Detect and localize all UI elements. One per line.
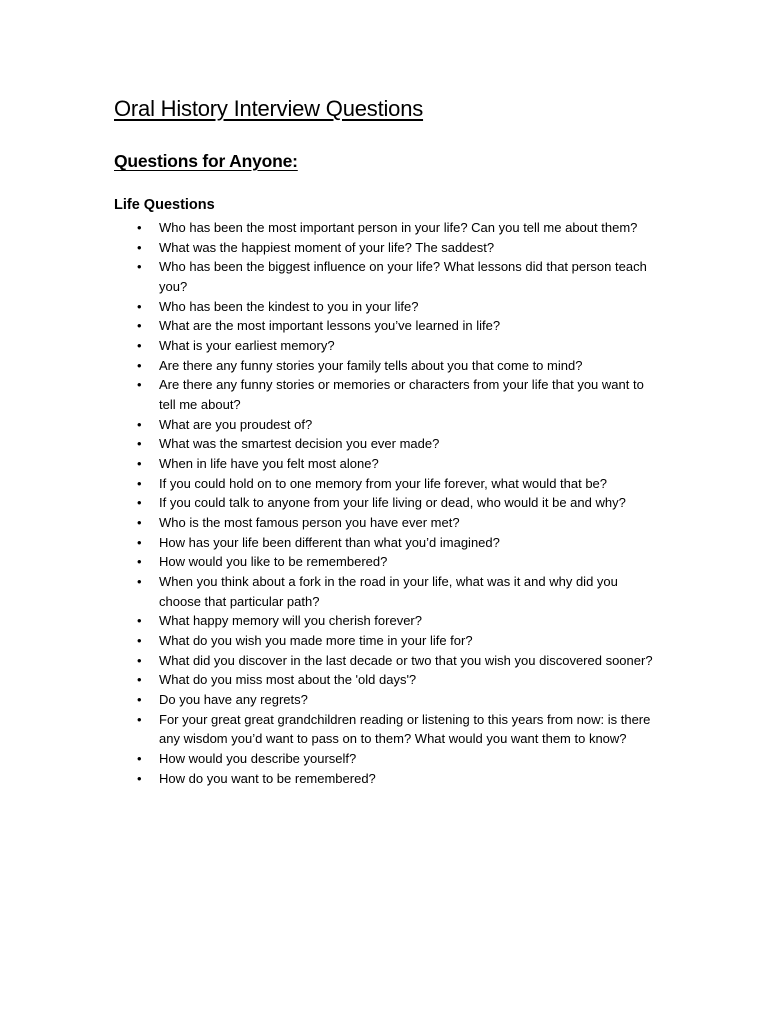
list-item [0,710,659,749]
list-item [0,749,659,769]
question-text: What is your earliest memory? [159,337,335,353]
list-item [0,769,659,789]
bullet-icon: • [137,652,142,668]
question-text: What was the smartest decision you ever made? [159,436,440,452]
question-text: Are there any funny stories or memories or characters from your life that you want to tell me about? [159,377,644,412]
bullet-icon: • [137,220,142,235]
list-item [0,238,659,258]
bullet-icon: • [137,672,142,688]
list-item [0,611,659,631]
question-text: How would you describe yourself? [159,750,357,766]
bullet-icon: • [137,691,142,707]
bullet-icon: • [137,574,142,589]
document-title: Oral History Interview Questions [114,96,424,121]
bullet-icon: • [137,770,142,786]
list-item [0,454,659,474]
list-item [0,257,659,296]
bullet-icon: • [137,357,142,373]
list-item [0,297,659,317]
bullet-icon: • [137,377,142,393]
question-text: What did you discover in the last decade or two that you wish you discovered sooner? [159,652,653,668]
bullet-icon: • [137,632,142,648]
list-item [0,533,659,553]
bullet-icon: • [137,613,142,629]
list-item [0,218,659,238]
question-text: What are the most important lessons you’ve learned in life? [159,318,501,334]
list-item [0,631,659,651]
question-text: How do you want to be remembered? [159,770,376,786]
question-text: Do you have any regrets? [159,691,308,707]
list-item [0,670,659,690]
bullet-icon: • [137,416,142,432]
section-heading: Questions for Anyone: [114,151,298,171]
question-text: For your great great grandchildren reading or listening to this years from now: is there any wisdom you’d want to pass on to them? What would you want them to know? [159,711,651,747]
list-item [0,552,659,572]
question-text: What do you miss most about the 'old days'? [159,672,417,688]
bullet-icon: • [137,514,142,530]
bullet-icon: • [137,455,142,471]
question-text: Who is the most famous person you have ever met? [159,514,460,530]
bullet-icon: • [137,475,142,491]
question-text: When you think about a fork in the road in your life, what was it and why did you choose that particular path? [159,574,618,609]
bullet-icon: • [137,495,142,511]
question-text: How has your life been different than what you’d imagined? [159,534,500,550]
question-text: What do you wish you made more time in your life for? [159,632,473,648]
bullet-icon: • [137,337,142,353]
list-item [0,513,659,533]
question-text: What was the happiest moment of your life? The saddest? [159,239,495,255]
question-text: Who has been the biggest influence on your life? What lessons did that person teach you? [159,259,647,294]
question-list [0,218,768,788]
list-item [0,474,659,494]
list-item [0,690,659,710]
list-item [0,336,659,356]
bullet-icon: • [137,436,142,452]
bullet-icon: • [137,711,142,727]
list-item [0,316,659,336]
question-text: When in life have you felt most alone? [159,455,379,471]
list-item [0,415,659,435]
question-text: Who has been the most important person in your life? Can you tell me about them? [159,220,638,235]
bullet-icon: • [137,750,142,766]
list-item [0,356,659,376]
subsection-heading: Life Questions [114,197,215,213]
bullet-icon: • [137,318,142,334]
list-item [0,434,659,454]
bullet-icon: • [137,554,142,570]
question-text: How would you like to be remembered? [159,554,388,570]
question-text: If you could hold on to one memory from your life forever, what would that be? [159,475,608,491]
list-item [0,493,659,513]
question-text: What are you proudest of? [159,416,313,432]
question-text: What happy memory will you cherish forever? [159,613,422,629]
list-item [0,651,659,671]
bullet-icon: • [137,534,142,550]
question-text: If you could talk to anyone from your life living or dead, who would it be and why? [159,495,626,511]
question-text: Who has been the kindest to you in your life? [159,298,419,314]
list-item [0,572,659,611]
list-item [0,375,659,414]
bullet-icon: • [137,239,142,255]
question-text: Are there any funny stories your family tells about you that come to mind? [159,357,583,373]
bullet-icon: • [137,298,142,314]
bullet-icon: • [137,259,142,275]
